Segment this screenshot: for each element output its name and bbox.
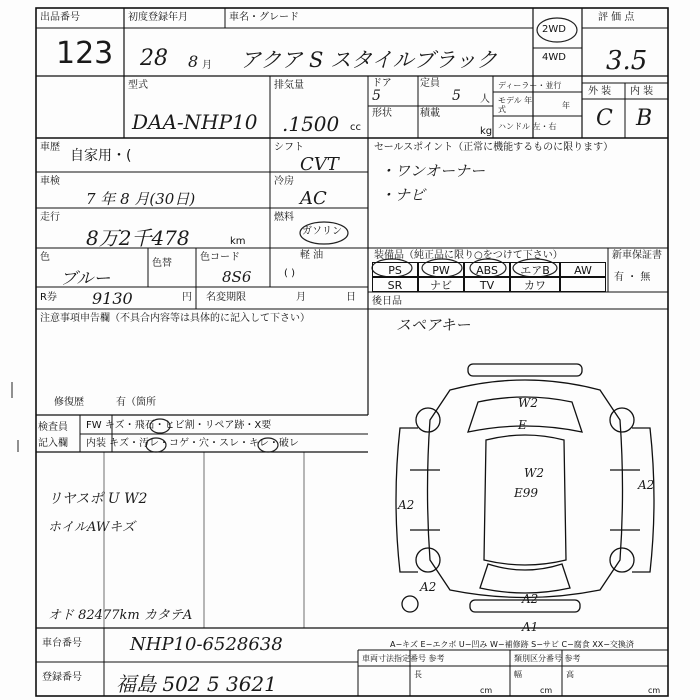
color-code-label: 色コード <box>200 252 240 263</box>
model-value: アクア S スタイルブラック <box>240 48 498 72</box>
equip-sr: SR <box>372 277 418 292</box>
color-label: 色 <box>40 252 50 263</box>
ext-value: C <box>596 106 613 131</box>
seats-label: 定員 <box>420 78 440 89</box>
height-unit: cm <box>648 686 661 695</box>
length-unit: cm <box>480 686 493 695</box>
size-ref-label: 車両寸法指定番号 参考 <box>362 654 445 663</box>
int-label: 内 装 <box>630 86 654 97</box>
damage-mark-e-top: E <box>518 418 527 432</box>
width-unit: cm <box>540 686 553 695</box>
type-label: 型式 <box>128 80 148 91</box>
first-reg-month-unit: 月 <box>202 60 212 71</box>
fuel-label: 燃料 <box>274 212 294 223</box>
ext-label: 外 装 <box>588 86 612 97</box>
equip-navi: ナビ <box>418 277 464 292</box>
inspection-label: 車検 <box>40 176 60 187</box>
equip-ps: PS <box>372 262 418 277</box>
displacement-value: .1500 <box>282 112 340 136</box>
class-ref-label: 類別区分番号 参考 <box>514 654 581 663</box>
color-value: ブルー <box>60 269 111 289</box>
repair-label: 修復歴 <box>54 397 84 408</box>
fuel-light: 軽 油 <box>300 250 324 261</box>
seats-unit: 人 <box>480 94 490 105</box>
chassis-value: NHP10-6528638 <box>130 634 283 655</box>
fw-row: FW キズ・飛石・ヒビ割・リペア跡・X要 <box>86 420 272 431</box>
lot-label: 出品番号 <box>40 12 80 23</box>
inspector-label: 検査員 記入欄 <box>38 422 68 449</box>
damage-mark-a2-right: A2 <box>638 478 655 492</box>
shift-label: シフト <box>274 142 304 153</box>
first-reg-label: 初度登録年月 <box>128 12 188 23</box>
damage-mark-a2-rear: A2 <box>522 592 539 606</box>
doors-value: 5 <box>372 88 381 104</box>
model-year-label: モデル 年式 <box>498 96 533 114</box>
fuel-paren: ( ) <box>284 268 295 279</box>
color-code-value: 8S6 <box>222 268 252 286</box>
load-label: 積載 <box>420 108 440 119</box>
damage-mark-e99: E99 <box>514 486 539 500</box>
repair-value: 有（箇所 <box>116 397 156 408</box>
shape-label: 形状 <box>372 108 392 119</box>
warranty-value: 有 ・ 無 <box>614 272 651 283</box>
mileage-label: 走行 <box>40 212 60 223</box>
grade-value: 3.5 <box>606 46 648 76</box>
sales-point-1: ・ワンオーナー <box>380 162 486 180</box>
dealer-label: ディーラー・並行 <box>498 81 562 90</box>
memo-line-3: オド 82477km カタテA <box>48 608 193 623</box>
inspection-value: 7 年 8 月(30日) <box>86 190 196 208</box>
displacement-unit: cc <box>350 122 361 133</box>
handle-label: ハンドル 左・右 <box>498 122 557 131</box>
later-items-value: スペアキー <box>396 316 471 334</box>
ac-label: 冷房 <box>274 176 294 187</box>
chassis-label: 車台番号 <box>42 638 82 649</box>
equip-abs: ABS <box>464 262 510 277</box>
recycle-value: 9130 <box>92 289 133 308</box>
grade-label: 評 価 点 <box>598 12 635 23</box>
sales-points-label: セールスポイント（正常に機能するものに限ります） <box>374 142 614 153</box>
equip-leather: カワ <box>510 277 560 292</box>
history-value: 自家用・( <box>70 148 132 164</box>
equip-tv: TV <box>464 277 510 292</box>
equip-airbag: エアB <box>510 262 560 277</box>
year-unit: 年 <box>562 101 570 110</box>
lot-number: 123 <box>56 36 114 71</box>
load-unit: kg <box>480 126 493 137</box>
height-label: 高 <box>566 670 574 679</box>
displacement-label: 排気量 <box>274 80 304 91</box>
plate-value: 福島 502 5 3621 <box>116 672 277 696</box>
width-label: 幅 <box>514 670 522 679</box>
damage-mark-a2-left: A2 <box>398 498 415 512</box>
sales-point-2: ・ナビ <box>380 186 426 204</box>
repaint-label: 色替 <box>152 258 172 269</box>
history-label: 車歴 <box>40 142 60 153</box>
mileage-value: 8万2千478 <box>86 226 190 250</box>
ac-value: AC <box>300 188 327 209</box>
memo-line-1: リヤスポ U W2 <box>48 491 148 507</box>
shift-value: CVT <box>300 154 339 175</box>
mileage-unit: km <box>230 236 246 247</box>
equip-aw: AW <box>560 262 606 277</box>
name-change-label: 名変期限 <box>206 292 246 303</box>
drive-2wd: 2WD <box>542 24 566 35</box>
equipment-label: 装備品（純正品に限り○をつけて下さい） <box>374 250 563 261</box>
damage-mark-w2-roof: W2 <box>524 466 544 480</box>
first-reg-month: 8 <box>188 52 199 71</box>
damage-mark-a1: A1 <box>522 620 539 634</box>
plate-label: 登録番号 <box>42 672 82 683</box>
warranty-label: 新車保証書 <box>612 250 662 261</box>
drive-4wd: 4WD <box>542 52 566 63</box>
damage-mark-a2-rear-left: A2 <box>420 580 437 594</box>
equip-empty <box>560 277 606 292</box>
yen-unit: 円 <box>182 292 192 303</box>
recycle-label: R券 <box>40 292 57 303</box>
damage-mark-w2-top: W2 <box>518 396 538 410</box>
damage-legend: A−キズ E−エクボ U−凹み W−補修跡 S−サビ C−腐食 XX−交換済 <box>390 640 634 649</box>
name-change-month: 月 <box>296 292 306 303</box>
name-change-day: 日 <box>346 292 356 303</box>
caution-label: 注意事項申告欄（不具合内容等は具体的に記入して下さい） <box>40 313 310 324</box>
fuel-value: ガソリン <box>302 226 342 237</box>
length-label: 長 <box>414 670 422 679</box>
model-label: 車名・グレード <box>229 12 299 23</box>
memo-line-2: ホイルAWキズ <box>48 520 135 535</box>
interior-row: 内装 キズ・汚レ・コゲ・穴・スレ・キレ・破レ <box>86 438 299 449</box>
seats-value: 5 <box>452 88 461 104</box>
type-value: DAA-NHP10 <box>132 110 258 134</box>
int-value: B <box>636 106 653 131</box>
later-items-label: 後日品 <box>372 296 402 307</box>
first-reg-year: 28 <box>140 46 168 71</box>
equip-pw: PW <box>418 262 464 277</box>
doors-label: ドア <box>372 78 392 89</box>
